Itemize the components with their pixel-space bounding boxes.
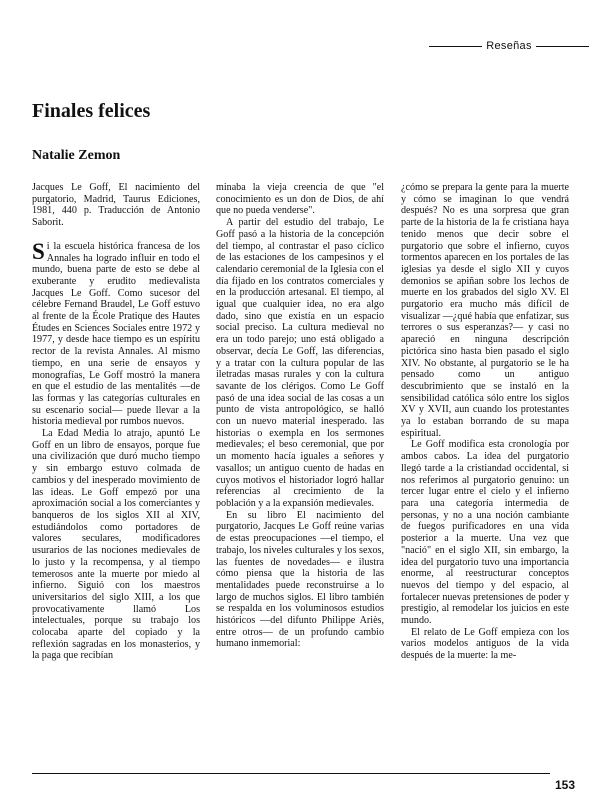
paragraph: ¿cómo se prepara la gente para la muerte y cómo se imaginan lo que vendrá después? No es una sorpresa que gran parte de la historia de la fe cristiana haya tenido menos que decir sobre el purgatorio que sobre el infierno, cuyos tormentos aparecen en los portales de las iglesias ya desde el siglo XII y cuyos demonios se apiñan sobre los lechos de muerte en los grabados del siglo XV. El purgatorio era mucho más difícil de visualizar —¿qué había que enfatizar, sus terrores o sus esperanzas?— y casi no apareció en ninguna descripción pictórica sino hasta bien pasado el siglo XIV. No obstante, al purgatorio se le ha pensado como un antiguo descubrimiento que se instaló en la sensibilidad católica sólo entre los siglos XV y XVII, aun cuando los protestantes ya lo estaban borrando de su mapa espiritual. [401,182,569,439]
text-column-2 [216,182,384,650]
text-column-1 [32,182,200,662]
header-rule-left [429,46,482,47]
paragraph-text: i la escuela histórica francesa de los Annales ha logrado influir en todo el mundo, buena parte de esto se debe al exuberante y erudito medievalista Jacques Le Goff. Como sucesor del célebre Fernand Braudel, Le Goff estuvo al frente de la École Pratique des Hautes Études en Sciences Sociales entre 1972 y 1977, y desde hace tiempo es un espíritu rector de la revista Annales. Al mismo tiempo, en una serie de ensayos y monografías, Le Goff mostró la manera en que el estudio de las mentalités —de las formas y las categorías culturales en su escenario social— puede llevar a la historia medieval por rumbos nuevos. [32,240,200,428]
text-column-3 [401,182,569,662]
bibliographic-reference: Jacques Le Goff, El nacimiento del purgatorio, Madrid, Taurus Ediciones, 1981, 440 p. Traducción de Antonio Saborit. [32,182,200,229]
page-number: 153 [554,778,575,792]
article-author: Natalie Zemon [32,148,121,163]
paragraph: El relato de Le Goff empieza con los varios modelos antiguos de la vida después de la muerte: la me- [401,626,569,662]
paragraph [32,238,200,428]
footer-rule [32,773,550,774]
header-rule-right [536,46,589,47]
section-header [429,40,589,52]
paragraph: minaba la vieja creencia de que "el conocimiento es un don de Dios, de ahí que no pueda venderse". [216,182,384,217]
paragraph: Le Goff modifica esta cronología por ambos cabos. La idea del purgatorio llegó tarde a la cristiandad occidental, si nos referimos al purgatorio genuino: un tercer lugar entre el cielo y el infierno para una categoría intermedia de personas, y no a una noción cambiante de fuegos purificadores en una vida posterior a la muerte. Una vez que "nació" en el siglo XII, sin embargo, la idea del purgatorio tuvo una importancia enorme, al reestructurar conceptos nuevos del tiempo y del espacio, al fortalecer nuevas pretensiones de poder y prestigio, al remodelar los juicios en este mundo. [401,439,569,627]
paragraph: La Edad Media lo atrajo, apuntó Le Goff en un libro de ensayos, porque fue una civilización que duró mucho tiempo y sin embargo estuvo colmada de cambios y del inesperado movimiento de las ideas. Le Goff empezó por una aproximación social a los comerciantes y banqueros de los siglos XII al XIV, estudiándolos como portadores de valores seculares, modificadores usurarios de las nociones medievales de lo justo y la recompensa, y al tiempo temerosos ante la muerte por miedo al infierno. Siguió con los maestros universitarios del siglo XIII, a los que provocativamente llamó Los intelectuales, porque su trabajo los colocaba aparte del copiado y la reflexión sagradas en los monasterios, y la paga que recibían [32,428,200,662]
paragraph: En su libro El nacimiento del purgatorio, Jacques Le Goff reúne varias de estas preocupaciones —el tiempo, el trabajo, los niveles culturales y los sexos, las fuentes de novedades— e ilustra cómo piensa que la historia de las mentalidades puede reconstruirse a lo largo de muchos siglos. El libro también se respalda en los voluminosos estudios históricos —del difunto Philippe Ariès, entre otros— de un profundo cambio humano inmemorial: [216,509,384,650]
paragraph: A partir del estudio del trabajo, Le Goff pasó a la historia de la concepción del tiempo, al contrastar el paso cíclico de las estaciones de los campesinos y el calendario ceremonial de la Iglesia con el día fijado en los contratos comerciales y en la producción artesanal. El tiempo, al igual que cualquier idea, no era algo dado, sino que existía en un espacio social preciso. La cultura medieval no era un todo parejo; uno está obligado a observar, decía Le Goff, las diferencias, y a tratar con la cultura popular de las iletradas masas rurales y con la cultura savante de los clérigos. Como Le Goff pasó de una idea social de las cosas a un punto de vista antropológico, se halló con un nuevo material inesperado. las historias o exempla en los sermones medievales; el beso ceremonial, que por un momento hacía iguales a señores y vasallos; un antiguo cuento de hadas en cuyos motivos el historiador logró hallar referencias al crecimiento de la población y a la expansión medievales. [216,217,384,509]
drop-cap: S [32,238,45,264]
section-label: Reseñas [486,40,532,52]
article-title: Finales felices [32,100,151,122]
